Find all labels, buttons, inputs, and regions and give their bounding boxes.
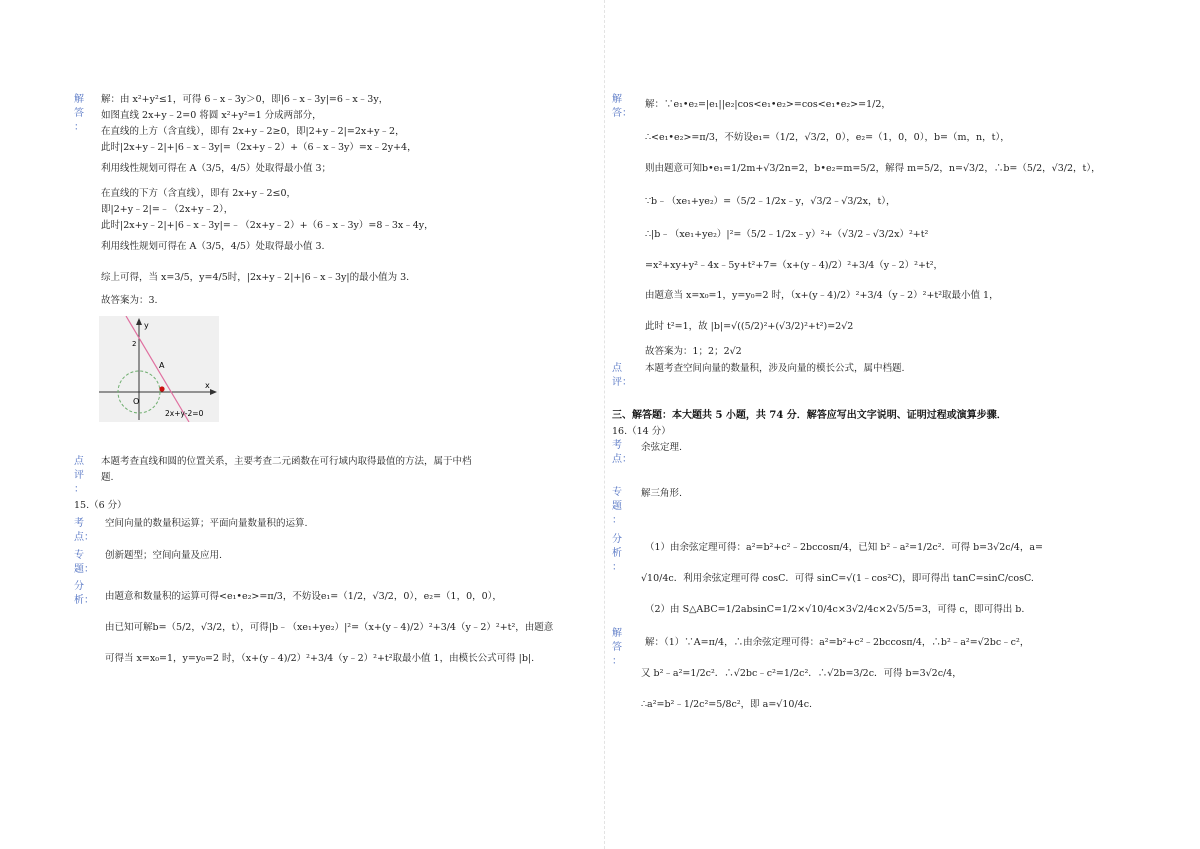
label-fenxi-2: 析 (612, 548, 622, 559)
q14-line: 利用线性规划可得在 A（3/5，4/5）处取得最小值 3. (101, 241, 325, 252)
q16-solution-line: ∴a²=b²﹣1/2c²=5/8c²，即 a=√10/4c. (641, 699, 813, 710)
y-axis-arrow (136, 318, 142, 325)
x-axis-label: x (205, 381, 210, 390)
q15-comment: 本题考查空间向量的数量积，涉及向量的模长公式，属中档题. (645, 363, 905, 374)
q14-comment: 题. (101, 472, 114, 483)
label-zhuanti-3: ： (612, 515, 622, 526)
q14-line: 在直线的下方（含直线），即有 2x+y﹣2≤0， (101, 188, 297, 199)
label-jieda-2: 答 (74, 108, 84, 119)
q14-line: 利用线性规划可得在 A（3/5，4/5）处取得最小值 3； (101, 163, 332, 174)
q14-line: 此时|2x+y﹣2|+|6﹣x﹣3y|=（2x+y﹣2）+（6﹣x﹣3y）=x﹣2y+4， (101, 142, 417, 153)
q15-solution-line: ∵b﹣（xe₁+ye₂）=（5/2﹣1/2x﹣y，√3/2﹣√3/2x，t）， (645, 196, 896, 207)
q15-solution-line: ∴<e₁•e₂>=π/3，不妨设e₁=（1/2，√3/2，0），e₂=（1，0，0），b=（m，n，t）， (645, 132, 1010, 143)
origin-label: O (133, 397, 140, 406)
q15-analysis: 由题意和数量积的运算可得<e₁•e₂>=π/3，不妨设e₁=（1/2，√3/2，0），e₂=（1，0，0）， (105, 591, 502, 602)
q14-line: 故答案为：3. (101, 295, 158, 306)
q15-title: 15.（6 分） (74, 500, 127, 511)
label-jieda-2: 答： (612, 108, 632, 119)
label-dianping-2: 评： (612, 377, 632, 388)
q15-kaodian: 空间向量的数量积运算；平面向量数量积的运算. (105, 518, 308, 529)
label-zhuanti-1: 专 (74, 550, 84, 561)
q14-comment: 本题考查直线和圆的位置关系，主要考查二元函数在可行域内取得最值的方法，属于中档 (101, 456, 472, 467)
q15-solution-line: ∴|b﹣（xe₁+ye₂）|²=（5/2﹣1/2x﹣y）²+（√3/2﹣√3/2x）²+t² (645, 229, 929, 240)
q15-solution-line: 故答案为：1；2；2√2 (645, 346, 742, 357)
q14-line: 解：由 x²+y²≤1，可得 6﹣x﹣3y＞0，即|6﹣x﹣3y|=6﹣x﹣3y， (101, 94, 389, 105)
label-jieda-1: 解 (612, 94, 622, 105)
point-a-label: A (159, 361, 165, 370)
q15-solution-line: 解：∵e₁•e₂=|e₁||e₂|cos<e₁•e₂>=cos<e₁•e₂>=1/2， (645, 99, 891, 110)
q14-line: 此时|2x+y﹣2|+|6﹣x﹣3y|=﹣（2x+y﹣2）+（6﹣x﹣3y）=8﹣3x﹣4y， (101, 220, 434, 231)
label-jieda-3: ： (612, 656, 622, 667)
figure-line-circle (99, 316, 219, 422)
q16-analysis: （1）由余弦定理可得：a²=b²+c²﹣2bccosπ/4，已知 b²﹣a²=1/2c²．可得 b=3√2c/4，a= (645, 542, 1043, 553)
x-axis-arrow (210, 389, 217, 395)
q16-solution-line: 解：（1）∵A=π/4，∴由余弦定理可得：a²=b²+c²﹣2bccosπ/4，∴b²﹣a²=√2bc﹣c²， (645, 637, 1030, 648)
q16-kaodian: 余弦定理. (641, 442, 683, 453)
q16-title: 16.（14 分） (612, 426, 671, 437)
label-jieda-3: ： (74, 122, 84, 133)
label-kaodian-2: 点： (612, 454, 632, 465)
point-a (159, 386, 164, 391)
q15-analysis: 可得当 x=x₀=1，y=y₀=2 时，（x+(y﹣4)/2）²+3/4（y﹣2）²+t²取最小值 1，由模长公式可得 |b|. (105, 653, 535, 664)
label-dianping-1: 点 (612, 363, 622, 374)
q16-analysis: √10/4c．利用余弦定理可得 cosC．可得 sinC=√(1﹣cos²C)，即可得出 tanC=sinC/cosC. (641, 573, 1034, 584)
q16-solution-line: 又 b²﹣a²=1/2c²．∴√2bc﹣c²=1/2c²．∴√2b=3/2c．可得 b=3√2c/4， (641, 668, 962, 679)
section-heading: 三、解答题：本大题共 5 小题，共 74 分．解答应写出文字说明、证明过程或演算步骤． (612, 410, 1007, 421)
label-fenxi-3: ： (612, 562, 622, 573)
q15-solution-line: 此时 t²=1，故 |b|=√((5/2)²+(√3/2)²+t²)=2√2 (645, 321, 854, 332)
q15-analysis: 由已知可解b=（5/2，√3/2，t），可得|b﹣（xe₁+ye₂）|²=（x+(y﹣4)/2）²+3/4（y﹣2）²+t²，由题意 (105, 622, 554, 633)
q15-solution-line: =x²+xy+y²﹣4x﹣5y+t²+7=（x+(y﹣4)/2）²+3/4（y﹣2）²+t²， (645, 260, 944, 271)
q14-line: 综上可得，当 x=3/5，y=4/5时，|2x+y﹣2|+|6﹣x﹣3y|的最小值为 3. (101, 272, 410, 283)
label-zhuanti-2: 题 (612, 501, 622, 512)
label-jieda-1: 解 (612, 628, 622, 639)
label-fenxi-1: 分 (612, 534, 622, 545)
page-divider (604, 0, 605, 849)
q15-solution-line: 由题意当 x=x₀=1，y=y₀=2 时，（x+(y﹣4)/2）²+3/4（y﹣2）²+t²取最小值 1， (645, 290, 999, 301)
label-zhuanti-2: 题： (74, 564, 94, 575)
q14-line: 在直线的上方（含直线），即有 2x+y﹣2≥0，即|2+y﹣2|=2x+y﹣2， (101, 126, 405, 137)
q16-zhuanti: 解三角形. (641, 488, 683, 499)
q16-analysis: （2）由 S△ABC=1/2absinC=1/2×√10/4c×3√2/4c×2√5/5=3，可得 c，即可得出 b. (645, 604, 1025, 615)
label-kaodian-1: 考 (612, 440, 622, 451)
label-kaodian-1: 考 (74, 518, 84, 529)
figure-svg (99, 316, 219, 422)
line-equation-label: 2x+y-2=0 (165, 409, 204, 418)
q14-line: 如图直线 2x+y﹣2=0 将圆 x²+y²=1 分成两部分， (101, 110, 322, 121)
label-jieda-2: 答 (612, 642, 622, 653)
q15-zhuanti: 创新题型；空间向量及应用. (105, 550, 223, 561)
label-kaodian-2: 点： (74, 532, 94, 543)
label-dianping-1: 点 (74, 456, 84, 467)
label-fenxi-2: 析： (74, 595, 94, 606)
tick-2-label: 2 (132, 340, 137, 348)
label-dianping-3: ： (74, 484, 84, 495)
label-dianping-2: 评 (74, 470, 84, 481)
y-axis-label: y (144, 321, 149, 330)
label-zhuanti-1: 专 (612, 487, 622, 498)
label-jieda-1: 解 (74, 94, 84, 105)
q14-line: 即|2+y﹣2|=﹣（2x+y﹣2）， (101, 204, 234, 215)
label-fenxi-1: 分 (74, 581, 84, 592)
q15-solution-line: 则由题意可知b•e₁=1/2m+√3/2n=2，b•e₂=m=5/2，解得 m=5/2，n=√3/2，∴b=（5/2，√3/2，t）， (645, 163, 1101, 174)
line-2x-y-2 (126, 316, 189, 422)
